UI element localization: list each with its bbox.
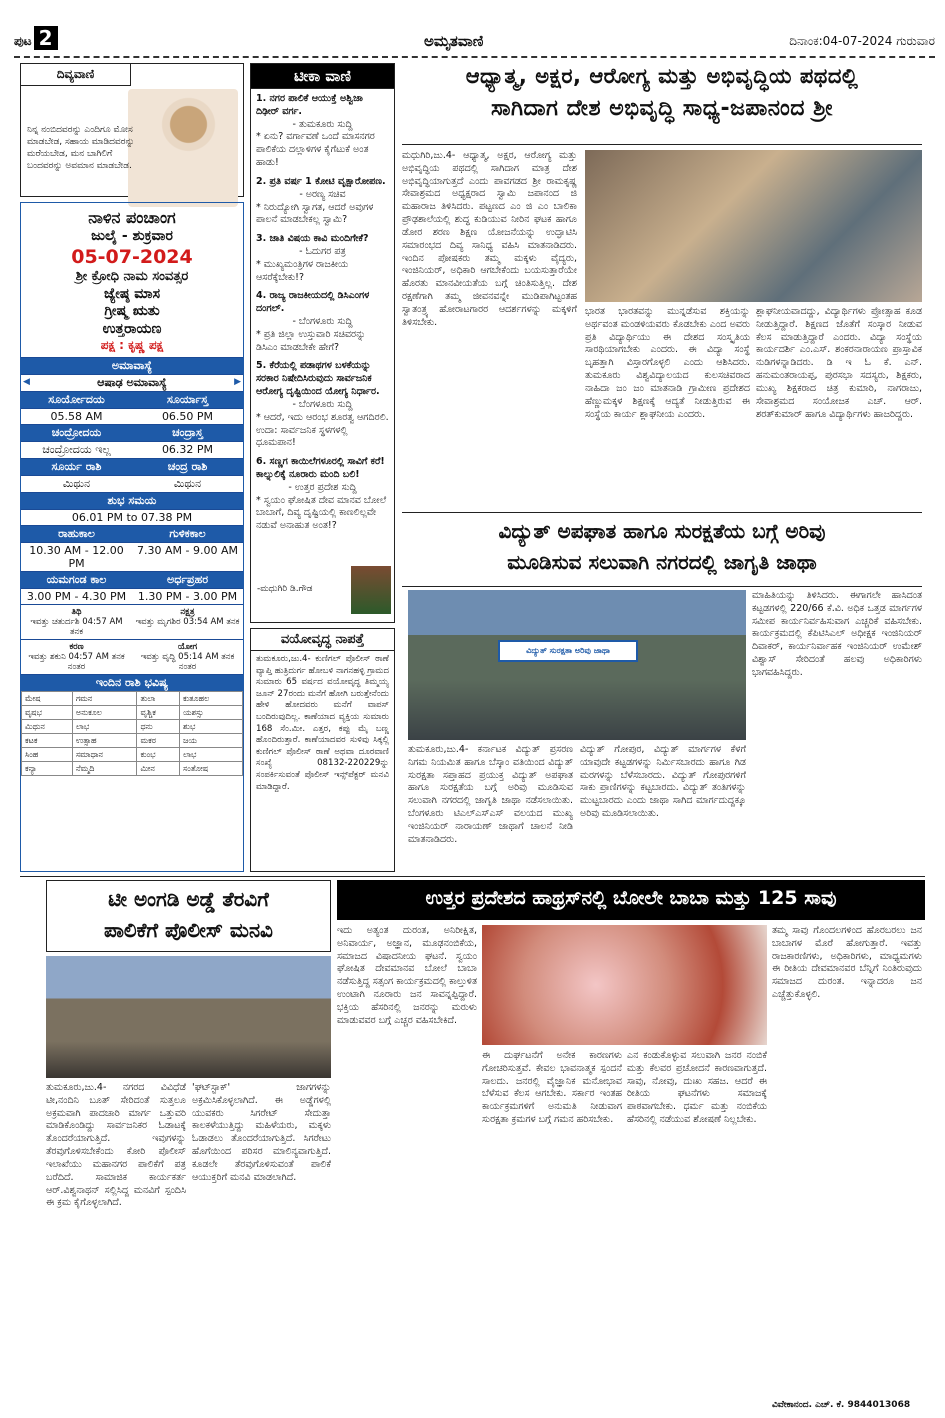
rahu: 10.30 AM - 12.00 PM	[29, 544, 124, 570]
rashi-cell: ಕುಂಭ	[137, 748, 180, 762]
tika-item	[256, 176, 389, 227]
tithi: ಇವತ್ತು ಚತುರ್ದಶಿ 04:57 AM ತನಕ	[30, 617, 123, 637]
electric-headline	[402, 512, 922, 587]
rashi-cell: ಯಶಸ್ಸು	[180, 706, 243, 720]
tika-s: - ಉತ್ತರ ಪ್ರದೇಶ ಸುದ್ದಿ	[288, 481, 357, 493]
yama: 3.00 PM - 4.30 PM	[26, 590, 127, 603]
hathras-col3: ಎನ ಕಂಡುಕೊಳ್ಳುವ ಸಲುವಾಗಿ ಜನರ ನಂಬಿಕೆ ಮತ್ತು ಕೆಲವರ ಪ್ರಚೋದನೆ ಕಾರಣವಾಗುತ್ತದೆ. ಸಾವು, ನೋವು, ದುಃಖ ಸಹಜ. ಆದರೆ ಈ ರೀತಿಯ ಘಟನೆಗಳು ಸಮಾಜಕ್ಕೆ ಪಾಠವಾಗಬೇಕು. ಧರ್ಮ ಮತ್ತು ನಂಬಿಕೆಯ ಹೆಸರಿನಲ್ಲಿ ನಡೆಯುವ ಶೋಷಣೆ ನಿಲ್ಲಬೇಕು.	[627, 1050, 767, 1126]
tika-s: - ಓದುಗರ ಪತ್ರ	[299, 245, 346, 257]
tikavani-author: -ಮಧುಗಿರಿ ಡಿ.ಗೌಡ	[257, 584, 313, 594]
main-headline-line2: ಸಾಗಿದಾಗ ದೇಶ ಅಭಿವೃದ್ಧಿ ಸಾಧ್ಯ-ಜಪಾನಂದ ಶ್ರೀ	[491, 96, 833, 122]
author-photo	[351, 566, 391, 614]
paksha: ಪಕ್ಷ : ಕೃಷ್ಣ ಪಕ್ಷ	[100, 338, 164, 352]
main-col2: ಭಾರತ ಭಾರತವನ್ನು ಮುನ್ನಡೆಸುವ ಶಕ್ತಿಯನ್ನು ಅರ್ಥವಂತ ಮಂಡಳಿಯವರು ಕೊಡಬೇಕು ಎಂದ ಅವರು ಪ್ರತಿ ವಿದ್ಯಾರ್ಥಿಯು ಈ ದೇಶದ ಸಂಸ್ಕೃತಿಯ ಸಾರಥಿಯಾಗಬೇಕು ಎಂದರು. ಈ ವಿದ್ಯಾ ಸಂಸ್ಥೆ ಬೃಹತ್ತಾಗಿ ವಿಸ್ತಾರಗೊಳ್ಳಲಿ ಎಂದು ಆಶಿಸಿದರು. ತುಮಕೂರು ವಿಶ್ವವಿದ್ಯಾಲಯದ ಕುಲಸಚಿವರಾದ ನಾಹಿದಾ ಜಂ ಜಂ ಮಾತನಾಡಿ ಗ್ರಾಮೀಣ ಪ್ರದೇಶದ ಹೆಣ್ಣುಮಕ್ಕಳ ಶಿಕ್ಷಣಕ್ಕೆ ಆದ್ಯತೆ ನೀಡುತ್ತಿರುವ ಈ ಸಂಸ್ಥೆಯ ಕಾರ್ಯ ಶ್ಲಾಘನೀಯ ಎಂದರು.	[585, 306, 750, 420]
tea-line2: ಪಾಲಿಕೆಗೆ ಪೊಲೀಸ್ ಮನವಿ	[104, 918, 273, 942]
masthead: ಅಮೃತವಾಣಿ	[424, 32, 484, 50]
gulika: 7.30 AM - 9.00 AM	[137, 544, 238, 557]
hathras-author: ವಿವೇಕಾನಂದ. ಎಚ್. ಕೆ. 9844013068	[772, 1400, 911, 1410]
chandra-rashi-label: ಚಂದ್ರ ರಾಶಿ	[132, 459, 243, 475]
karana: ಇವತ್ತು ಶಕುನಿ 04:57 AM ತನಕ ನಂತರ	[28, 652, 125, 672]
missing-box	[250, 628, 395, 872]
tika-a: * ಏನು? ವರ್ಗಾವಣೆ ಒಂದೆ ಮಾಸನಗರ ಪಾಲಿಕೆಯ ದಲ್ಲಾಳಿಗಳ ಕೈಗೆಟುಕೆ ಅಂತ ಹಾಡು!	[256, 131, 375, 169]
moonrise-label: ಚಂದ್ರೋದಯ	[21, 425, 132, 441]
rashi-cell: ಮಿಥುನ	[22, 720, 73, 734]
electric-col1: ತುಮಕೂರು,ಜು.4- ಕರ್ನಾಟಕ ವಿದ್ಯುತ್ ಪ್ರಸರಣ ನಿಗಮ ನಿಯಮಿತ ಹಾಗೂ ಬೆಸ್ಕಾಂ ವತಿಯಿಂದ ವಿದ್ಯುತ್ ಸುರಕ್ಷತಾ ಸಪ್ತಾಹದ ಪ್ರಯುಕ್ತ ವಿದ್ಯುತ್ ಅಪಘಾತ ಹಾಗೂ ಸುರಕ್ಷತೆಯ ಬಗ್ಗೆ ಅರಿವು ಮೂಡಿಸುವ ಸಲುವಾಗಿ ನಗರದಲ್ಲಿ ಜಾಗೃತಿ ಜಾಥಾ ನಡೆಸಲಾಯಿತು. ಬೆಂಗಳೂರು ಟಿಎಲ್‌ಎಸ್‌ಎಸ್ ವಲಯದ ಮುಖ್ಯ ಇಂಜಿನಿಯರ್ ನಾರಾಯಣ್ ಜಾಥಾಗೆ ಚಾಲನೆ ನೀಡಿ ಮಾತನಾಡಿದರು.	[408, 744, 573, 845]
rashi-row	[22, 692, 243, 706]
masa: ಜ್ಯೇಷ್ಠ ಮಾಸ	[103, 285, 161, 302]
tea-shop-photo	[46, 956, 331, 1078]
rahu-label: ರಾಹುಕಾಲ	[21, 526, 132, 542]
karana-label: ಕರಣ	[69, 642, 84, 652]
missing-text: ತುಮಕೂರು,ಜು.4- ಕುಣಿಗಲ್ ಪೊಲೀಸ್ ಠಾಣೆ ವ್ಯಾಪ್ತಿ ಹುತ್ರಿದುರ್ಗ ಹೋಬಳಿ ನಾಗನಹಳ್ಳಿ ಗ್ರಾಮದ ಸುಮಾರು 65 ವರ್ಷದ ವಯೋವೃದ್ಧ ತಿಮ್ಮಯ್ಯ ಜೂನ್ 27ರಂದು ಮನೆಗೆ ಹೋಗಿ ಬರುತ್ತೇನೆಂದು ಹೇಳಿ ಹೋದವರು ಮನೆಗೆ ವಾಪಸ್ ಬಂದಿರುವುದಿಲ್ಲ. ಕಾಣೆಯಾದ ವ್ಯಕ್ತಿಯ ಸುಮಾರು 168 ಸೆಂ.ಮೀ. ಎತ್ತರ, ಕಪ್ಪು ಮೈ ಬಣ್ಣ ಹೊಂದಿರುತ್ತಾರೆ. ಕಾಣೆಯಾದವರ ಸುಳಿವು ಸಿಕ್ಕಲ್ಲಿ ಕುಣಿಗಲ್ ಪೊಲೀಸ್ ಠಾಣೆ ಅಥವಾ ದೂರವಾಣಿ ಸಂಖ್ಯೆ 08132-220229ನ್ನು ಸಂಪರ್ಕಿಸುವಂತೆ ಪೊಲೀಸ್ ಇನ್ಸ್‌ಪೆಕ್ಟರ್ ಮನವಿ ಮಾಡಿದ್ದಾರೆ.	[256, 654, 389, 792]
rashi-cell: ಜಯ	[180, 734, 243, 748]
ardha: 1.30 PM - 3.00 PM	[137, 590, 238, 603]
tika-a: * ಸ್ವಯಂ ಘೋಷಿತ ದೇವ ಮಾನವ ಬೋಲೆ ಬಾಬಾಗೆ, ದಿವ್ಯ ದೃಷ್ಟಿಯಲ್ಲಿ ಕಾಣಲಿಲ್ಲವೇ ನಡುವೆ ಅನಾಹುತ ಅಂತ!?	[256, 494, 387, 532]
tika-a: * ಪ್ರತಿ ಜಿಲ್ಲಾ ಉಸ್ತುವಾರಿ ಸಚಿವರನ್ನು ಡಿಸಿಎಂ ಮಾಡಬೇಕೇ ಹೇಗೆ?	[256, 328, 366, 353]
prev-arrow-icon[interactable]: ◀	[23, 377, 30, 387]
nakshatra: ಇವತ್ತು ಮೃಗಶಿರ 03:54 AM ತನಕ	[135, 617, 240, 627]
sunset: 06.50 PM	[161, 410, 214, 423]
tithi-label: ತಿಥಿ	[71, 607, 82, 617]
rashi-cell: ಕನ್ಯಾ	[22, 762, 73, 776]
rashi-row	[22, 706, 243, 720]
hathras-col2: ಈ ದುರ್ಘಟನೆಗೆ ಅನೇಕ ಕಾರಣಗಳು ಗೋಚರಿಸುತ್ತವೆ. ಕೇವಲ ಭಾವನಾತ್ಮಕ ಸ್ಪಂದನೆ ಸಾಲದು. ಜನರಲ್ಲಿ ವೈಜ್ಞಾನಿಕ ಮನೋಭಾವ ಬೆಳೆಸುವ ಕೆಲಸ ಆಗಬೇಕು. ಸರ್ಕಾರ ಇಂತಹ ಕಾರ್ಯಕ್ರಮಗಳಿಗೆ ಅನುಮತಿ ನೀಡುವಾಗ ಸುರಕ್ಷತಾ ಕ್ರಮಗಳ ಬಗ್ಗೆ ಗಮನ ಹರಿಸಬೇಕು.	[482, 1050, 622, 1126]
tea-headline	[46, 880, 331, 952]
yoga: ಇವತ್ತು ವೃದ್ಧಿ 05:14 AM ತನಕ ನಂತರ	[140, 652, 235, 672]
rashi-cell: ಸಿಂಹ	[22, 748, 73, 762]
tika-q: 5. ಕೆರೆಯಲ್ಲಿ ಪಡಾಥಗಳ ಬಳಕೆಯನ್ನು ಸರಕಾರ ನಿಷೇದಿಸಿರುವುದು ಸಾರ್ವಜನಿಕ ಆರೋಗ್ಯ ದೃಷ್ಟಿಯಿಂದ ಯೋಗ್ಯ ನಿರ್ಧಾರ.	[256, 360, 380, 398]
rashi-row	[22, 762, 243, 776]
yoga-label: ಯೋಗ	[177, 642, 198, 652]
tika-s: - ಅರಣ್ಯ ಸಚಿವ	[299, 188, 346, 200]
hathras-col1: ಇದು ಅತ್ಯಂತ ದುರಂತ, ಅನಿರೀಕ್ಷಿತ, ಅನಿವಾರ್ಯ, ಅಜ್ಞಾನ, ಮೂಢನಂಬಿಕೆಯ, ಸಮಾಜದ ವಿಷಾದನೀಯ ಘಟನೆ. ಸ್ವಯಂ ಘೋಷಿತ ದೇವಮಾನವ ಬೋಲೆ ಬಾಬಾ ನಡೆಸುತ್ತಿದ್ದ ಸತ್ಸಂಗ ಕಾರ್ಯಕ್ರಮದಲ್ಲಿ ಕಾಲ್ತುಳಿತ ಉಂಟಾಗಿ ನೂರಾರು ಜನ ಸಾವನ್ನಪ್ಪಿದ್ದಾರೆ. ಭಕ್ತಿಯ ಹೆಸರಿನಲ್ಲಿ ಜನರನ್ನು ಮರುಳು ಮಾಡುವವರ ಬಗ್ಗೆ ಎಚ್ಚರ ವಹಿಸಬೇಕಿದೆ.	[337, 925, 477, 1026]
sunset-label: ಸೂರ್ಯಾಸ್ತ	[132, 392, 243, 408]
rashi-title: ಇಂದಿನ ರಾಶಿ ಭವಿಷ್ಯ	[21, 675, 243, 691]
page-header	[14, 26, 935, 58]
tika-q: 4. ರಾಜ್ಯ ರಾಜಕೀಯದಲ್ಲಿ ಡಿಸಿಎಂಗಳ ದಂಗಲ್.	[256, 290, 370, 315]
ashadha: ಆಷಾಢ ಅಮಾವಾಸ್ಯೆ	[97, 376, 167, 389]
panchanga-date: 05-07-2024	[71, 245, 193, 268]
rashi-cell: ತುಲಾ	[137, 692, 180, 706]
moonrise: ಚಂದ್ರೋದಯ ಇಲ್ಲ	[42, 443, 111, 456]
tika-item	[256, 93, 389, 170]
panchanga-title: ನಾಳಿನ ಪಂಚಾಂಗ	[88, 208, 176, 227]
section-divider	[20, 876, 925, 877]
rashi-cell: ವೃಶ್ಚಿಕ	[137, 706, 180, 720]
yama-label: ಯಮಗಂಡ ಕಾಲ	[21, 572, 132, 588]
ardha-label: ಅರ್ಧಪ್ರಹರ	[132, 572, 243, 588]
rashi-cell: ಮಕರ	[137, 734, 180, 748]
tika-q: 1. ನಗರ ಪಾಲಿಕೆ ಆಯುಕ್ತೆ ಅಶ್ವಿಜಾ ದಿಢೀರ್ ವರ್ಗ.	[256, 93, 363, 117]
divyavani-text: ನಿನ್ನ ನಂಬಿದವರನ್ನು ಎಂದಿಗೂ ಮೋಸ ಮಾಡಬೇಡ, ಸಹಾಯ ಮಾಡಿದವರನ್ನು ಮರೆಯಬೇಡ, ಮನ ಬಾಗಿಲಿಗೆ ಬಂದವರನ್ನು ಅವಮಾನ ಮಾಡಬೇಡ.	[27, 125, 135, 172]
gulika-label: ಗುಳಿಕಕಾಲ	[132, 526, 243, 542]
rashi-cell: ಮೇಷ	[22, 692, 73, 706]
nakshatra-label: ನಕ್ಷತ್ರ	[180, 607, 195, 617]
sunrise-label: ಸೂರ್ಯೋದಯ	[21, 392, 132, 408]
tikavani-box	[250, 63, 395, 623]
next-arrow-icon[interactable]: ▶	[234, 377, 241, 387]
rashi-row	[22, 734, 243, 748]
shubha-label: ಶುಭ ಸಮಯ	[21, 493, 243, 509]
tika-item	[256, 360, 389, 450]
hathras-headline: ಉತ್ತರ ಪ್ರದೇಶದ ಹಾಥ್ರಸ್‌ನಲ್ಲಿ ಬೋಲೇ ಬಾಬಾ ಮತ್ತು 125 ಸಾವು	[337, 880, 925, 920]
dateline: ದಿನಾಂಕ:04-07-2024 ಗುರುವಾರ	[789, 34, 935, 48]
ayana: ಉತ್ತರಾಯಣ	[102, 320, 162, 337]
rashi-cell: ಲಾಭ	[72, 720, 137, 734]
electric-line1: ವಿದ್ಯುತ್ ಅಪಘಾತ ಹಾಗೂ ಸುರಕ್ಷತೆಯ ಬಗ್ಗೆ ಅರಿವು	[498, 519, 826, 543]
tika-a: * ಮುಖ್ಯಮಂತ್ರಿಗಳ ರಾಜಕೀಯ ಆಸರೆಕ್ಕೆಬೇಕು!?	[256, 258, 349, 283]
moonset-label: ಚಂದ್ರಾಸ್ತ	[132, 425, 243, 441]
rashi-cell: ಶುಭ	[180, 720, 243, 734]
bhole-baba-photo	[482, 925, 767, 1045]
tea-line1: ಟೀ ಅಂಗಡಿ ಅಡ್ಡೆ ತೆರವಿಗೆ	[108, 887, 269, 911]
surya-rashi: ಮಿಥುನ	[62, 477, 91, 490]
amavasya: ಅಮಾವಾಸ್ಯೆ	[21, 358, 243, 374]
rashi-cell: ನೆಮ್ಮದಿ	[72, 762, 137, 776]
tea-col2: 'ಘಟ್‌ಸ್ಟಾಕ್' ಜಾಗಗಳನ್ನು ಅಕ್ರಮಿಸಿಕೊಳ್ಳಲಾಗಿದೆ. ಈ ಅಡ್ಡೆಗಳಲ್ಲಿ ಯುವಕರು ಸಿಗರೇಟ್ ಸೇದುತ್ತಾ ಕಾಲಕಳೆಯುತ್ತಿದ್ದು ಮಹಿಳೆಯರು, ಮಕ್ಕಳು ಓಡಾಡಲು ತೊಂದರೆಯಾಗುತ್ತಿದೆ. ಸಿಗರೇಟು ಹೊಗೆಯಿಂದ ಪರಿಸರ ಮಾಲಿನ್ಯವಾಗುತ್ತಿದೆ. ಕೂಡಲೇ ತೆರವುಗೊಳಿಸುವಂತೆ ಪಾಲಿಕೆ ಆಯುಕ್ತರಿಗೆ ಮನವಿ ಮಾಡಲಾಗಿದೆ.	[192, 1082, 331, 1183]
samvatsara: ಶ್ರೀ ಕ್ರೋಧಿ ನಾಮ ಸಂವತ್ಸರ	[75, 269, 189, 285]
divyavani-box	[20, 63, 244, 197]
rashi-cell: ಸಮಾಧಾನ	[72, 748, 137, 762]
tika-s: - ಬೆಂಗಳೂರು ಸುದ್ದಿ	[292, 316, 353, 327]
tika-q: 3. ಜಾತಿ ವಿಷಯ ಕಾವಿ ಮಂದಿಗೇಕೆ?	[256, 233, 369, 245]
page-number: ಪುಟ 2	[14, 26, 58, 50]
inauguration-photo	[585, 150, 922, 302]
rashi-cell: ಧನು	[137, 720, 180, 734]
main-headline-line1: ಆಧ್ಯಾತ್ಮ, ಅಕ್ಷರ, ಆರೋಗ್ಯ ಮತ್ತು ಅಭಿವೃದ್ಧಿಯ ಪಥದಲ್ಲಿ	[465, 64, 859, 88]
main-col1: ಮಧುಗಿರಿ,ಜು.4- ಆಧ್ಯಾತ್ಮ, ಅಕ್ಷರ, ಆರೋಗ್ಯ ಮತ್ತು ಅಭಿವೃದ್ಧಿಯ ಪಥದಲ್ಲಿ ಸಾಗಿದಾಗ ಮಾತ್ರ ದೇಶ ಅಭಿವೃದ್ಧಿಯಾಗುತ್ತದೆ ಎಂದು ಪಾವಗಡದ ಶ್ರೀ ರಾಮಕೃಷ್ಣ ಸೇವಾಶ್ರಮದ ಅಧ್ಯಕ್ಷರಾದ ಸ್ವಾಮಿ ಜಪಾನಂದ ಜಿ ಮಹಾರಾಜ ತಿಳಿಸಿದರು. ಪಟ್ಟಣದ ಎಂ ಜಿ ಎಂ ಬಾಲಿಕಾ ಪ್ರೌಢಶಾಲೆಯಲ್ಲಿ ಶುದ್ಧ ಕುಡಿಯುವ ನೀರಿನ ಘಟಕ ಹಾಗೂ ಡೋರ ಶರಣ ಶಿಕ್ಷಣ ಯೋಜನೆಯನ್ನು ಉದ್ಘಾಟಿಸಿ ಸಮಾರಂಭದ ದಿವ್ಯ ಸಾನಿಧ್ಯ ವಹಿಸಿ ಮಾತನಾಡಿದರು. ಇಂದಿನ ಪೋಷಕರು ತಮ್ಮ ಮಕ್ಕಳು ವೈದ್ಯರು, ಇಂಜಿನಿಯರ್, ಅಧಿಕಾರಿ ಆಗಬೇಕೆಂದು ಬಯಸುತ್ತಾರೆಯೇ ಹೊರತು ಮಾನವೀಯತೆಯ ಬಗ್ಗೆ ಚಿಂತಿಸುತ್ತಿಲ್ಲ. ದೇಶ ರಕ್ಷಣೆಗಾಗಿ ತಮ್ಮ ಜೀವನವನ್ನೇ ಮುಡಿಪಾಗಿಟ್ಟಂತಹ ಸ್ವಾತಂತ್ರ್ಯ ಹೋರಾಟಗಾರರ ಆದರ್ಶಗಳನ್ನು ಮಕ್ಕಳಿಗೆ ತಿಳಿಸಬೇಕು.	[402, 150, 577, 328]
rashi-cell: ಲಾಭ	[180, 748, 243, 762]
tika-s: - ತುಮಕೂರು ಸುದ್ದಿ	[292, 118, 353, 130]
tika-item	[256, 290, 389, 354]
moonset: 06.32 PM	[161, 443, 214, 456]
surya-rashi-label: ಸೂರ್ಯ ರಾಶಿ	[21, 459, 132, 475]
rashi-cell: ಅನುಕೂಲ	[72, 706, 137, 720]
tika-q: 2. ಪ್ರತಿ ವರ್ಷ 1 ಕೋಟಿ ವೃಕ್ಷಾರೋಪಣ.	[256, 175, 386, 187]
tika-a: * ನಿರುದ್ಯೋಗಿ ಸ್ವಾಗತ, ಆದರೆ ಅವುಗಳ ಪಾಲನೆ ಮಾಡಬೇಕಲ್ಲ ಸ್ವಾಮಿ?	[256, 201, 374, 226]
tika-a: * ಆದರೆ, ಇದು ಆರಂಭ ಶೂರತ್ವ ಆಗದಿರಲಿ. ಉದಾ: ಸಾರ್ವಜನಿಕ ಸ್ಥಳಗಳಲ್ಲಿ ಧೂಮಪಾನ!	[256, 411, 389, 449]
rashi-cell: ಕುತೂಹಲ	[180, 692, 243, 706]
rashi-cell: ಗಮನ	[72, 692, 137, 706]
rashi-cell: ಮೀನ	[137, 762, 180, 776]
tika-item	[256, 233, 389, 284]
rashi-cell: ಕಟಕ	[22, 734, 73, 748]
rutu: ಗ್ರೀಷ್ಮ ಋತು	[104, 303, 160, 319]
tikavani-list	[251, 89, 394, 543]
rashi-table	[21, 691, 243, 776]
electric-col3: ಮಾಹಿತಿಯನ್ನು ತಿಳಿಸಿದರು. ಈಗಾಗಲೇ ಹಾಸಿದಂತ ಕಟ್ಟಡಗಳಲ್ಲಿ 220/66 ಕೆ.ವಿ. ಅಧಿಕ ಒತ್ತಡ ಮಾರ್ಗಗಳ ಸಮೀಪ ಕಾರ್ಯನಿರ್ವಹಿಸುವಾಗ ಎಚ್ಚರಿಕೆ ವಹಿಸಬೇಕು. ಕಾರ್ಯಕ್ರಮದಲ್ಲಿ ಕೆಪಿಟಿಸಿಎಲ್ ಅಧೀಕ್ಷಕ ಇಂಜಿನಿಯರ್ ದಿವಾಕರ್, ಕಾರ್ಯನಿರ್ವಾಹಕ ಇಂಜಿನಿಯರ್ ಉಮೇಶ್ ವಿಶ್ವಾಸ್ ಸೇರಿದಂತೆ ಹಲವು ಅಧಿಕಾರಿಗಳು ಭಾಗವಹಿಸಿದ್ದರು.	[752, 590, 922, 678]
swami-portrait-icon	[128, 89, 238, 207]
main-headline	[402, 63, 922, 145]
tika-s: - ಬೆಂಗಳೂರು ಸುದ್ದಿ	[292, 398, 353, 410]
panchanga-box	[20, 202, 244, 872]
rally-photo	[408, 590, 746, 740]
electric-line2: ಮೂಡಿಸುವ ಸಲುವಾಗಿ ನಗರದಲ್ಲಿ ಜಾಗೃತಿ ಜಾಥಾ	[507, 550, 817, 574]
rashi-row	[22, 720, 243, 734]
rashi-row	[22, 748, 243, 762]
tikavani-title: ಟೀಕಾ ವಾಣಿ	[251, 64, 394, 89]
rashi-cell: ವೃಷಭ	[22, 706, 73, 720]
shubha: 06.01 PM to 07.38 PM	[71, 511, 193, 524]
rashi-cell: ಸಂತೋಷ	[180, 762, 243, 776]
sunrise: 05.58 AM	[50, 410, 103, 423]
panchanga-month: ಜುಲೈ - ಶುಕ್ರವಾರ	[91, 228, 173, 244]
divyavani-title: ದಿವ್ಯವಾಣಿ	[21, 64, 131, 86]
rally-banner: ವಿದ್ಯುತ್ ಸುರಕ್ಷತಾ ಅರಿವು ಜಾಥಾ	[498, 640, 638, 662]
main-col3: ಶ್ಲಾಘನೀಯವಾದದ್ದು, ವಿದ್ಯಾರ್ಥಿಗಳು ಪ್ರೋತ್ಸಾಹ ಕೂಡ ನೀಡುತ್ತಿದ್ದಾರೆ. ಶಿಕ್ಷಣದ ಜೊತೆಗೆ ಸಂಸ್ಕಾರ ನೀಡುವ ಕೆಲಸ ಮಾಡುತ್ತಿದ್ದಾರೆ ಎಂದರು. ವಿದ್ಯಾ ಸಂಸ್ಥೆಯ ಕಾರ್ಯದರ್ಶಿ ಎಂ.ಎಸ್. ಶಂಕರನಾರಾಯಣ ಪ್ರಾಸ್ತಾವಿಕ ನುಡಿಗಳನ್ನಾಡಿದರು. ಡಿ ಇ ಓ ಕೆ. ಎನ್. ಹನುಮಂತರಾಯಪ್ಪ, ಪುರಸಭಾ ಸದಸ್ಯರು, ಶಿಕ್ಷಕರು, ಮುಖ್ಯ ಶಿಕ್ಷಕರಾದ ಚಿತ್ರ ಕುಮಾರಿ, ನಾಗರಾಜು, ಸೇವಾಶ್ರಮದ ಸಂಯೋಜಕ ಎಚ್. ಆರ್. ಶರತ್‌ಕುಮಾರ್ ಹಾಗೂ ವಿದ್ಯಾರ್ಥಿಗಳು ಹಾಜರಿದ್ದರು.	[756, 306, 922, 420]
missing-title: ವಯೋವೃದ್ಧ ನಾಪತ್ತೆ	[251, 629, 394, 651]
tika-item	[256, 456, 389, 533]
rashi-cell: ಉತ್ಸಾಹ	[72, 734, 137, 748]
electric-col2: ವಿದ್ಯುತ್ ಗೋಪುರ, ವಿದ್ಯುತ್ ಮಾರ್ಗಗಳ ಕೆಳಗೆ ಯಾವುದೇ ಕಟ್ಟಡಗಳನ್ನು ನಿರ್ಮಿಸಬಾರದು ಹಾಗೂ ಗಿಡ ಮರಗಳನ್ನು ಬೆಳೆಸಬಾರದು. ವಿದ್ಯುತ್ ಗೋಪುರಗಳಿಗೆ ಸಾಕು ಪ್ರಾಣಿಗಳನ್ನು ಕಟ್ಟಬಾರದು. ವಿದ್ಯುತ್ ತಂತಿಗಳನ್ನು ಮುಟ್ಟಬಾರದು ಎಂದು ಜಾಥಾ ಸಾಗಿದ ಮಾರ್ಗದುದ್ದಕ್ಕೂ ಅರಿವು ಮೂಡಿಸಲಾಯಿತು.	[580, 744, 746, 820]
chandra-rashi: ಮಿಥುನ	[173, 477, 202, 490]
tea-col1: ತುಮಕೂರು,ಜು.4- ನಗರದ ವಿವಿಧೆಡೆ ಟೀ,ನಂದಿನಿ ಬೂತ್ ಸೇರಿದಂತೆ ಸುತ್ತಲೂ ಅಕ್ರಮವಾಗಿ ಪಾದಚಾರಿ ಮಾರ್ಗ ಒತ್ತುವರಿ ಮಾಡಿಕೊಂಡಿದ್ದು ಸಾರ್ವಜನಿಕರ ಓಡಾಟಕ್ಕೆ ತೊಂದರೆಯಾಗುತ್ತಿದೆ. ಇವುಗಳನ್ನು ತೆರವುಗೊಳಿಸಬೇಕೆಂದು ಕೋರಿ ಪೊಲೀಸ್ ಇಲಾಖೆಯು ಮಹಾನಗರ ಪಾಲಿಕೆಗೆ ಪತ್ರ ಬರೆದಿದೆ. ಸಾಮಾಜಿಕ ಕಾರ್ಯಕರ್ತ ಆರ್.ವಿಶ್ವನಾಥನ್ ಸಲ್ಲಿಸಿದ್ದ ಮನವಿಗೆ ಸ್ಪಂದಿಸಿ ಈ ಕ್ರಮ ಕೈಗೊಳ್ಳಲಾಗಿದೆ.	[46, 1082, 186, 1209]
tika-q: 6. ಸಣ್ಣಗ ಕಾಯಿಲೆಗಳೂರಲ್ಲಿ ಸಾವಿಗೆ ಕರೆ! ಕಾಲ್ನುಲಿಕ್ಕೆ ನೂರಾರು ಮಂದಿ ಬಲಿ!	[256, 456, 385, 480]
hathras-col4: ತಮ್ಮ ಸಾವು ಗೊಂದಲಗಳಿಂದ ಹೊರಬರಲು ಜನ ಬಾಬಾಗಳ ಮೊರೆ ಹೋಗುತ್ತಾರೆ. ಇವತ್ತು ರಾಜಕಾರಣಿಗಳು, ಅಧಿಕಾರಿಗಳು, ಮಾಧ್ಯಮಗಳು ಈ ರೀತಿಯ ದೇವಮಾನವರ ಬೆನ್ನಿಗೆ ನಿಂತಿರುವುದು ಸಮಾಜದ ದುರಂತ. ಇನ್ನಾದರೂ ಜನ ಎಚ್ಚೆತ್ತುಕೊಳ್ಳಲಿ.	[772, 925, 922, 1001]
